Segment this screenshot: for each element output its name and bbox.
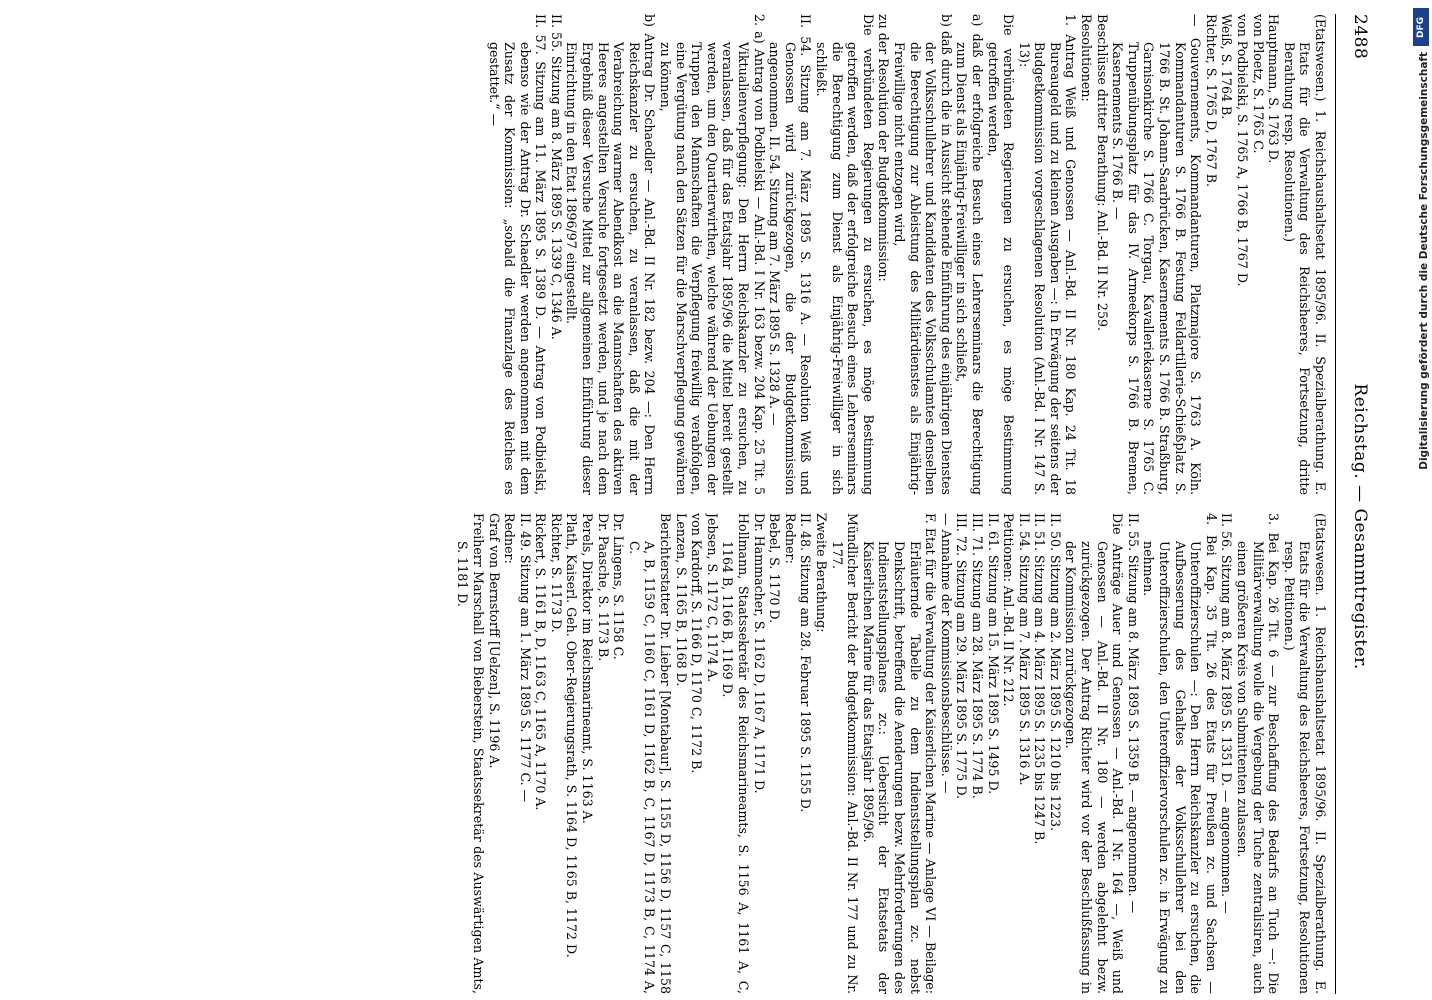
index-entry: b) daß durch die in Aussicht stehende Einführung des einjährigen Dienstes der Volksschullehrer und Kandidaten des Volksschulamtes denselben die Berechtigung zur Ableistung des Militärdienstes als Einjährig-Freiwillige nicht entzogen wird,: [891, 14, 954, 495]
index-entry: II. 57. Sitzung am 11. März 1895 S. 1389 D. — Antrag von Podbielski, ebenso wie der Antrag Dr. Schaedler werden angenommen mit dem Zusatz der Kommission: „sobald die Finanzlage des Reiches es gestattet.“ —: [486, 14, 549, 495]
index-entry: Perels, Direktor im Reichsmarineamt, S. 1163 A.: [580, 513, 596, 824]
running-title: Reichstag. — Gesammtregister.: [1350, 383, 1370, 670]
index-entry: 4. Bei Kap. 35 Tit. 26 des Etats für Preußen zc. und Sachsen — Unteroffizierschulen —: Den Herrn Reichskanzler zu ersuchen, die Aufbesserung des Gehaltes der Volksschullehrer bei den Unteroffizierschulen, den Unteroffiziervorschulen zc. in Erwägung zu nehmen.: [1141, 513, 1219, 994]
page-content: [40, 14, 1380, 994]
index-entry: Redner:: [782, 513, 798, 564]
index-entry: II. 50. Sitzung am 2. März 1895 S. 1210 bis 1223.: [1047, 513, 1063, 832]
index-entry: von Podbielski, S. 1765 A, 1766 B, 1767 D.: [1235, 14, 1251, 287]
index-entry: III. 71. Sitzung am 28. März 1895 S. 1774 B.: [969, 513, 985, 799]
index-entry: II. 51. Sitzung am 4. März 1895 S. 1235 bis 1247 B.: [1032, 513, 1048, 845]
header-rule: [1335, 14, 1336, 994]
index-entry: 2. a) Antrag von Podbielski — Anl.-Bd. I Nr. 163 bezw. 204 Kap. 25 Tit. 5 Viktualienverpflegung: Den Herrn Reichskanzler zu ersuchen, zu veranlassen, daß für das Etatsjahr 1895/96 die Mittel bereit gestellt werden, um den Quartierwirthen, welche während der Uebungen der Truppen den Mannschaften die Verpflegung freiwillig verabfolgen, eine Vergütung nach den Sätzen für die Marschverpflegung gewähren zu können,: [658, 14, 767, 495]
index-entry: Berichterstatter Dr. Lieber [Montabaur], S. 1155 D, 1156 D, 1157 C, 1158 A, B, 1159 C, 1160 C, 1161 D, 1162 B, C, 1167 D, 1173 B, C, 1174 A, C.: [626, 513, 674, 994]
index-entry: Weiß, S. 1764 B.: [1219, 14, 1235, 120]
index-entry: II. 55. Sitzung am 8. März 1895 S. 1339 C, 1346 A.: [548, 14, 564, 340]
index-entry: Die verbündeten Regierungen zu ersuchen, es möge Bestimmung getroffen werden, daß der erfolgreiche Besuch eines Lehrerseminars die Berechtigung zum Dienst als Einjährig-Freiwilliger in sich schließt.: [814, 14, 876, 495]
index-entry: II. 49. Sitzung am 1. März 1895 S. 1177 C. —: [517, 513, 533, 803]
index-entry: II. 61. Sitzung am 15. März 1895 S. 1495 D.: [985, 513, 1001, 795]
index-entry: Die Anträge Auer und Genossen — Anl.-Bd. I Nr. 164 —, Weiß und Genossen — Anl.-Bd. II Nr. 180 — werden abgelehnt bezw. zurückgezogen. Der Antrag Richter wird vor der Beschlußfassung in der Kommission zurückgezogen.: [1063, 513, 1126, 994]
index-entry: II. 56. Sitzung am 8. März 1895 S. 1351 D. — angenommen. —: [1219, 513, 1235, 914]
index-entry: zu der Resolution der Budgetkommission:: [876, 14, 892, 282]
index-entry: von Ploetz, S. 1765 C.: [1250, 14, 1266, 154]
text-columns: [40, 14, 1328, 994]
index-entry: III. 72. Sitzung am 29. März 1895 S. 1775 D.: [954, 513, 970, 800]
index-entry: Rickert, S. 1161 B, D, 1163 C, 1165 A, 1170 A.: [533, 513, 549, 811]
index-entry: Plath, Kaiserl. Geh. Ober-Regierungsrath, S. 1164 D, 1165 B, 1172 D.: [564, 513, 580, 958]
index-entry: Hauptmann, S. 1763 D.: [1266, 14, 1282, 164]
digitization-note: Digitalisierung gefördert durch die Deutsche Forschungsgemeinschaft: [1418, 52, 1430, 470]
index-entry: (Etatswesen.) 1. Reichshaushaltsetat 1895/96. II. Spezialberathung. E. Etats für die Verwaltung des Reichsheeres, Fortsetzung, dritte Berathung resp. Resolutionen.): [1281, 14, 1328, 495]
index-entry: Freiherr Marschall von Bieberstein, Staatssekretär des Auswärtigen Amts, S. 1181 D.: [455, 513, 486, 994]
page-number: 2488: [1350, 14, 1370, 60]
index-entry: Petitionen: Anl.-Bd. II Nr. 212.: [1001, 513, 1017, 707]
index-entry: Die verbündeten Regierungen zu ersuchen, es möge Bestimmung getroffen werden,: [985, 14, 1017, 495]
dfg-logo: DFG: [1413, 8, 1429, 46]
index-entry: Dr. Paasche, S. 1173 B.: [595, 513, 611, 662]
index-entry: Bebel, S. 1170 D.: [767, 513, 783, 624]
right-column: [40, 513, 1328, 994]
index-entry: — Annahme der Kommissionsbeschlüsse. —: [938, 513, 954, 794]
index-entry: Redner:: [502, 513, 518, 564]
digitization-sidebar: [1410, 0, 1432, 1000]
index-entry: — Gouvernements, Kommandanturen, Platzmajore S. 1763 A. Köln. Kommandanturen S. 1766 B. Festung Feldartillerie-Schießplatz S. 1766 B. St. Johann-Saarbrücken, Kasernements S. 1766 B. Straßburg, Garnisonkirche S. 1766 C. Torgau, Kavalleriekaserne S. 1765 C. Truppenübungsplatz für das IV. Armeekorps S. 1766 B. Bremen, Kasernements S. 1766 B. —: [1110, 14, 1204, 495]
index-entry: Hollmann, Staatssekretär des Reichsmarineamts, S. 1156 A, 1161 A, C, 1164 B, 1166 B, 1169 D.: [720, 513, 752, 994]
index-entry: Graf von Bernstorff [Uelzen], S. 1196 A.: [486, 513, 502, 769]
index-entry: Beschlüsse dritter Berathung: Anl.-Bd. II Nr. 259.: [1094, 14, 1110, 331]
index-entry: F. Etat für die Verwaltung der Kaiserlichen Marine — Anlage VI — Beilage: Erläuternde Tabelle zu dem Indienststellungsplan zc. nebst Denkschrift, betreffend die Aenderungen bezw. Mehrforderungen des Indienststellungsplanes zc.: Uebersicht der Etatsetats der Kaiserlichen Marine für das Etatsjahr 1895/96.: [860, 513, 939, 994]
index-entry: Dr. Lingens, S. 1158 C.: [611, 513, 627, 660]
left-column: [40, 14, 1328, 495]
index-entry: b) Antrag Dr. Schaedler — Anl.-Bd. II Nr. 182 bezw. 204 —: Den Herrn Reichskanzler zu ersuchen, zu veranlassen, daß die mit der Verabreichung warmer Abendkost an die Mannschaften des aktiven Heeres angestellten Versuche fortgesetzt werden, und je nach dem Ergebniß dieser Versuche Mittel zur allgemeinen Einführung dieser Einrichtung in den Etat 1896/97 eingestellt.: [564, 14, 658, 495]
index-entry: 1. Antrag Weiß und Genossen — Anl.-Bd. II Nr. 180 Kap. 24 Tit. 18 Bureaugeld und zu kleinen Ausgaben —: In Erwägung der seitens der Budgetkommission vorgeschlagenen Resolution (Anl.-Bd. I Nr. 147 S. 13):: [1016, 14, 1079, 495]
index-entry: (Etatswesen. 1. Reichshaushaltsetat 1895/96. II. Spezialberathung. E. Etats für die Verwaltung des Reichsheeres, Fortsetzung, Resolutionen resp. Petitionen.): [1281, 513, 1328, 994]
index-entry: II. 55. Sitzung am 8. März 1895 S. 1359 B. — angenommen. —: [1125, 513, 1141, 914]
index-entry: 3. Bei Kap. 26 Tit. 6 — zur Beschaffung des Bedarfs an Tuch —: Die Militärverwaltung wolle die Vergebung der Tuche zentralisiren, auch einen größeren Kreis von Submittenten zulassen.: [1235, 513, 1282, 994]
index-entry: II. 54. Sitzung am 7. März 1895 S. 1316 A.: [1016, 513, 1032, 786]
running-head: [1340, 14, 1380, 994]
index-entry: II. 48. Sitzung am 28. Februar 1895 S. 1155 D.: [798, 513, 814, 813]
index-entry: Zweite Berathung:: [814, 513, 829, 633]
index-entry: Dr. Hammacher, S. 1162 D, 1167 A, 1171 D.: [751, 513, 767, 794]
index-entry: von Kardorff, S. 1166 D, 1170 C, 1172 B.: [689, 513, 705, 774]
index-entry: Resolutionen:: [1079, 14, 1095, 102]
index-entry: a) daß der erfolgreiche Besuch eines Lehrerseminars die Berechtigung zum Dienst als Einjährig-Freiwilliger in sich schließt,: [954, 14, 985, 495]
index-entry: II. 54. Sitzung am 7. März 1895 S. 1316 A. — Resolution Weiß und Genossen wird zurückgezogen, die der Budgetkommission angenommen. II. 54. Sitzung am 7. März 1895 S. 1328 A. —: [767, 14, 814, 495]
index-entry: Lenzen, S. 1165 B, 1168 D.: [673, 513, 689, 687]
index-entry: Richter, S. 1173 D.: [548, 513, 564, 633]
index-entry: Mündlicher Bericht der Budgetkommission: Anl.-Bd. II Nr. 177 und zu Nr. 177.: [829, 513, 861, 994]
index-entry: Richter, S. 1765 D, 1767 B.: [1203, 14, 1219, 188]
index-entry: Jebsen, S. 1172 C, 1174 A.: [704, 513, 720, 683]
